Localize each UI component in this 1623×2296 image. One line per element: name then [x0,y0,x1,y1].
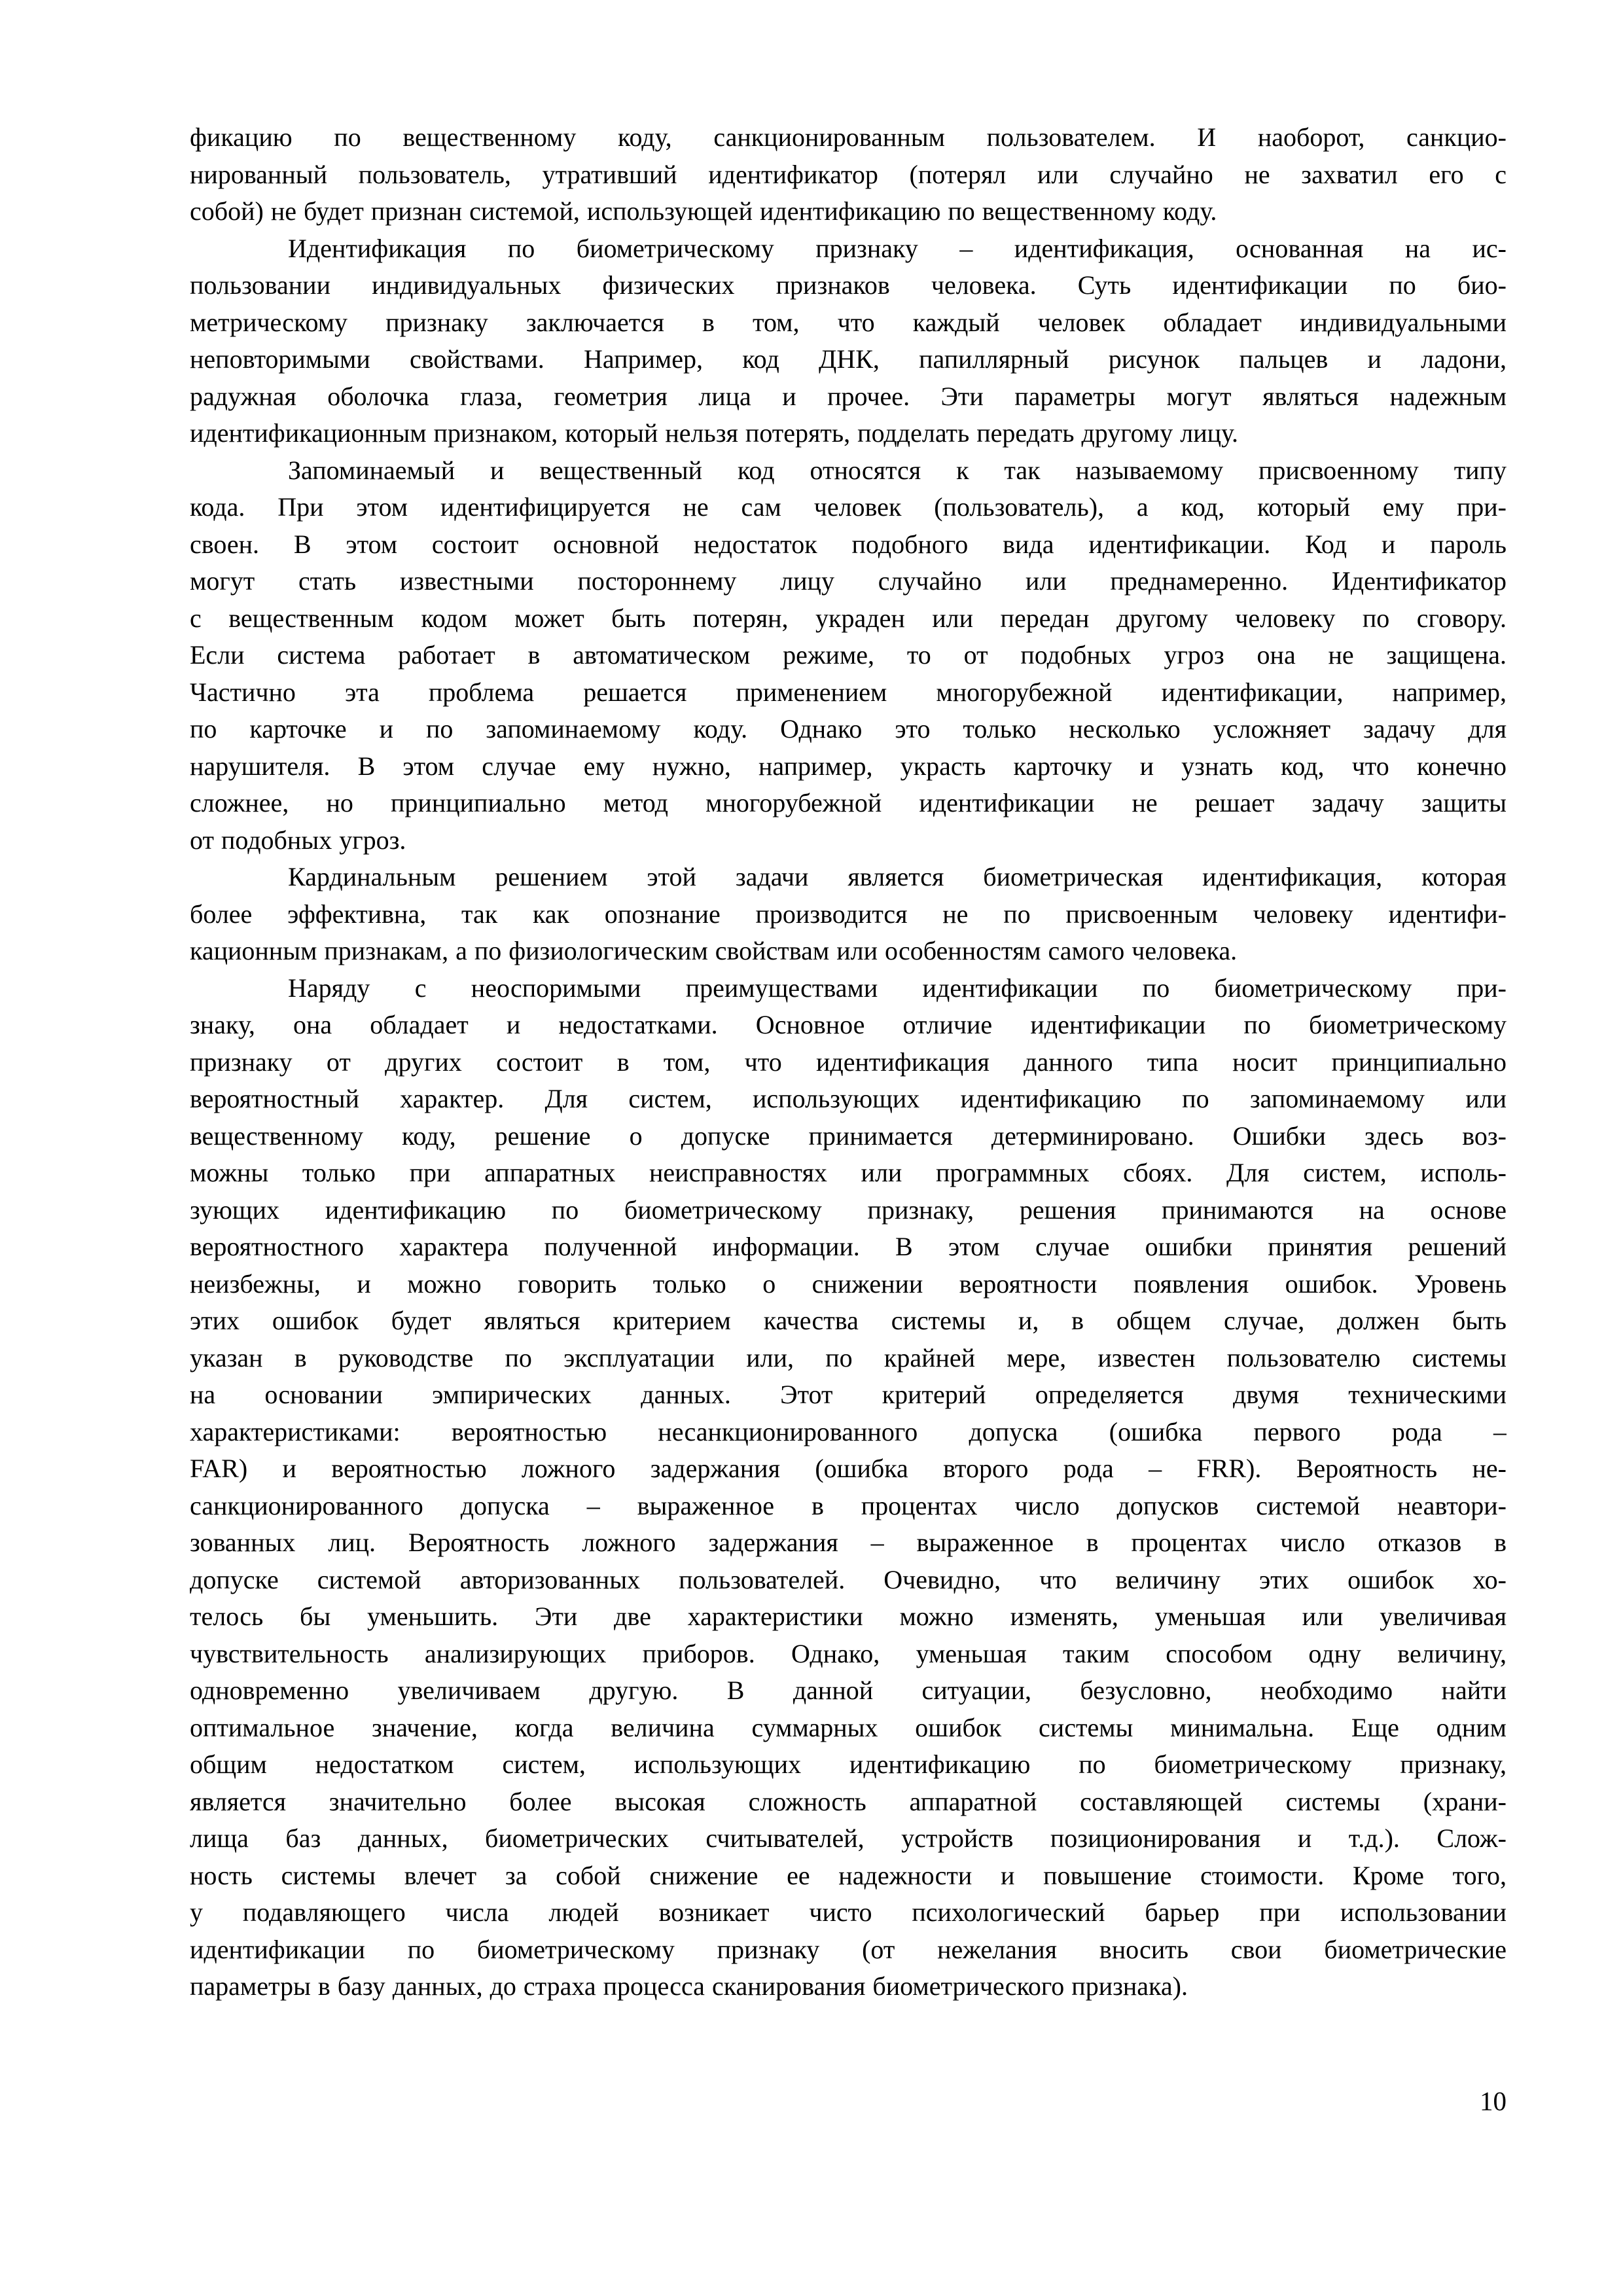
text-line: лища баз данных, биометрических считывателей, устройств позиционирования и т.д.). Слож- [190,1823,1507,1853]
text-line: этих ошибок будет являться критерием качества системы и, в общем случае, должен быть [190,1306,1507,1335]
page-body-text [190,119,1507,2005]
text-line: Частично эта проблема решается применением многорубежной идентификации, например, [190,677,1507,707]
text-line: одновременно увеличиваем другую. В данной ситуации, безусловно, необходимо найти [190,1676,1507,1705]
text-line: указан в руководстве по эксплуатации или, по крайней мере, известен пользователю системы [190,1342,1507,1372]
text-line: нированный пользователь, утративший идентификатор (потерял или случайно не захватил его с [190,159,1507,189]
text-line: идентификации по биометрическому признаку (от нежелания вносить свои биометрические [190,1934,1507,1964]
text-line: можны только при аппаратных неисправностях или программных сбоях. Для систем, исполь- [190,1158,1507,1187]
page-number: 10 [1480,2086,1507,2116]
text-line: допуске системой авторизованных пользователей. Очевидно, что величину этих ошибок хо- [190,1564,1507,1594]
text-line: собой) не будет признан системой, использующей идентификацию по вещественному коду. [190,196,1217,226]
text-line: оптимальное значение, когда величина суммарных ошибок системы минимальна. Еще одним [190,1712,1507,1742]
text-line: вещественному коду, решение о допуске принимается детерминировано. Ошибки здесь воз- [190,1121,1507,1151]
text-line: Кардинальным решением этой задачи является биометрическая идентификация, которая [288,862,1507,891]
text-line: на основании эмпирических данных. Этот критерий определяется двумя техническими [190,1380,1507,1409]
text-line: Идентификация по биометрическому признаку – идентификация, основанная на ис- [288,233,1507,263]
text-line: санкционированного допуска – выраженное в процентах число допусков системой неавтори- [190,1490,1507,1520]
text-line: неизбежны, и можно говорить только о снижении вероятности появления ошибок. Уровень [190,1268,1507,1299]
text-line: характеристиками: вероятностью несанкционированного допуска (ошибка первого рода – [190,1416,1507,1446]
text-line: идентификационным признаком, который нельзя потерять, подделать передать другому лицу. [190,418,1239,448]
paragraph [190,452,1507,859]
text-line: более эффективна, так как опознание производится не по присвоенным человеку идентифи- [190,899,1507,929]
text-line: параметры в базу данных, до страха процесса сканирования биометрического признака). [190,1971,1188,2001]
text-line: Запоминаемый и вещественный код относятся к так называемому присвоенному типу [288,455,1507,485]
text-line: Наряду с неоспоримыми преимуществами идентификации по биометрическому при- [288,973,1507,1003]
text-line: вероятностный характер. Для систем, использующих идентификацию по запоминаемому или [190,1084,1507,1113]
text-line: нарушителя. В этом случае ему нужно, например, украсть карточку и узнать код, что конечно [190,751,1507,781]
text-line: является значительно более высокая сложность аппаратной составляющей системы (храни- [190,1786,1507,1816]
text-line: FAR) и вероятностью ложного задержания (ошибка второго рода – FRR). Вероятность не- [190,1454,1507,1483]
text-line: общим недостатком систем, использующих идентификацию по биометрическому признаку, [190,1749,1507,1779]
text-line: признаку от других состоит в том, что идентификация данного типа носит принципиально [190,1047,1507,1077]
paragraph [190,970,1507,2005]
text-line: чувствительность анализирующих приборов. Однако, уменьшая таким способом одну величину, [190,1638,1507,1668]
text-line: Если система работает в автоматическом режиме, то от подобных угроз она не защищена. [190,640,1507,670]
paragraph [190,859,1507,970]
text-line: неповторимыми свойствами. Например, код ДНК, папиллярный рисунок пальцев и ладони, [190,344,1507,374]
text-line: от подобных угроз. [190,825,406,855]
text-line: радужная оболочка глаза, геометрия лица и прочее. Эти параметры могут являться надежным [190,381,1507,411]
text-line: метрическому признаку заключается в том, что каждый человек обладает индивидуальными [190,307,1507,337]
text-line: по карточке и по запоминаемому коду. Однако это только несколько усложняет задачу для [190,714,1507,744]
paragraph [190,230,1507,452]
text-line: у подавляющего числа людей возникает чисто психологический барьер при использовании [190,1897,1507,1927]
text-line: телось бы уменьшить. Эти две характеристики можно изменять, уменьшая или увеличивая [190,1602,1507,1631]
text-line: зованных лиц. Вероятность ложного задержания – выраженное в процентах число отказов в [190,1528,1507,1557]
text-line: ность системы влечет за собой снижение ее надежности и повышение стоимости. Кроме того, [190,1860,1507,1890]
text-line: кационным признакам, а по физиологическим свойствам или особенностям самого человека. [190,936,1238,965]
text-line: знаку, она обладает и недостатками. Основное отличие идентификации по биометрическому [190,1010,1507,1039]
paragraph [190,119,1507,230]
text-line: кода. При этом идентифицируется не сам человек (пользователь), а код, который ему при- [190,492,1507,522]
text-line: фикацию по вещественному коду, санкционированным пользователем. И наоборот, санкцио- [190,122,1507,152]
text-line: с вещественным кодом может быть потерян, украден или передан другому человеку по сговору. [190,603,1507,633]
text-line: сложнее, но принципиально метод многорубежной идентификации не решает задачу защиты [190,788,1507,817]
text-line: зующих идентификацию по биометрическому признаку, решения принимаются на основе [190,1194,1507,1225]
text-line: пользовании индивидуальных физических признаков человека. Суть идентификации по био- [190,270,1507,300]
text-line: своен. В этом состоит основной недостаток подобного вида идентификации. Код и пароль [190,529,1507,559]
text-line: могут стать известными постороннему лицу случайно или преднамеренно. Идентификатор [190,566,1507,596]
text-line: вероятностного характера полученной информации. В этом случае ошибки принятия решений [190,1232,1507,1261]
